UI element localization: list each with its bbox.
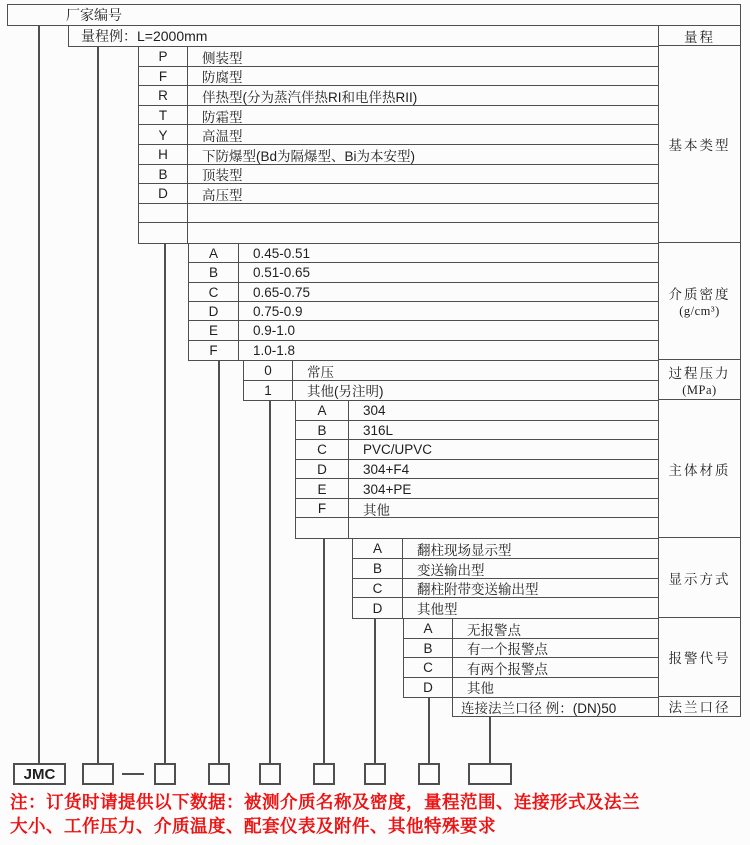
row-code: 0: [264, 363, 272, 379]
range-example-row: [68, 25, 659, 47]
row-code: F: [317, 501, 327, 517]
table-row: [244, 361, 658, 381]
ordering-note-line1: 注：订货时请提供以下数据：被测介质名称及密度，量程范围、连接形式及法兰: [10, 792, 640, 812]
factory-number-label: 厂家编号: [66, 7, 122, 23]
row-code: D: [158, 186, 168, 202]
row-code: D: [423, 679, 433, 695]
row-desc: PVC/UPVC: [363, 442, 433, 458]
row-desc: 高温型: [202, 129, 243, 145]
category-label-pressure: [659, 360, 740, 400]
table-row: [404, 678, 658, 698]
row-code: [139, 204, 187, 224]
table-row: [404, 658, 658, 678]
row-desc: 1.0-1.8: [253, 342, 296, 358]
ordering-note-line2: 大小、工作压力、介质温度、配套仪表及附件、其他特殊要求: [10, 816, 496, 836]
row-desc: 无报警点: [467, 622, 521, 638]
category-label-text: 基本类型: [668, 138, 731, 153]
table-row: [189, 283, 658, 302]
ordering-note: [10, 790, 640, 838]
row-code: D: [317, 461, 327, 477]
code-box-material: [313, 763, 335, 785]
code-box-range: [82, 763, 114, 785]
row-desc: 0.45-0.51: [253, 246, 311, 262]
row-desc: 变送输出型: [417, 562, 485, 578]
section-alarm: [403, 618, 659, 698]
row-code: A: [317, 403, 327, 419]
connector-line: [323, 539, 325, 764]
table-row: [189, 321, 658, 340]
table-row: [296, 401, 658, 421]
row-code: P: [158, 49, 168, 65]
row-code: A: [208, 246, 218, 262]
connector-line: [38, 26, 40, 764]
table-row: [139, 67, 658, 87]
row-code: B: [423, 640, 433, 656]
flange-row-text: 连接法兰口径 例：(DN)50: [461, 701, 617, 716]
table-row: [139, 204, 658, 224]
section-material: [295, 400, 659, 539]
row-code: A: [423, 621, 433, 637]
category-label-alarm: [659, 618, 740, 697]
category-label-text: 主体材质: [668, 462, 731, 478]
row-code: C: [423, 660, 433, 676]
table-row: [353, 559, 658, 579]
row-code: B: [158, 166, 168, 182]
row-desc: 0.65-0.75: [253, 284, 311, 300]
category-label-density: [659, 243, 740, 360]
section-pressure: [243, 360, 659, 401]
table-row: [139, 106, 658, 126]
section-flange: [452, 697, 659, 717]
row-desc: 翻柱现场显示型: [417, 542, 512, 558]
row-desc: 防霜型: [202, 109, 243, 125]
category-label-material: [659, 400, 740, 538]
row-desc: 高压型: [202, 187, 243, 203]
row-desc: 顶装型: [202, 168, 243, 184]
row-desc: 0.9-1.0: [253, 323, 296, 339]
row-code: [139, 223, 187, 243]
section-density: [188, 243, 659, 361]
table-row: [244, 381, 658, 401]
row-desc: 其他型: [417, 602, 458, 618]
table-row: [296, 460, 658, 480]
code-box-pressure: [259, 763, 281, 785]
row-code: Y: [158, 127, 168, 143]
row-desc: 304+F4: [363, 461, 410, 477]
table-row: [404, 619, 658, 639]
category-label-basic: [659, 46, 740, 243]
row-code: F: [209, 342, 218, 358]
category-label-text: 过程压力: [668, 365, 731, 381]
section-basic: [138, 46, 659, 244]
category-label-text: 法兰口径: [668, 700, 731, 715]
section-display: [352, 538, 659, 619]
code-box-flange: [468, 763, 512, 785]
code-box-basic: [154, 763, 176, 785]
row-code: E: [317, 481, 327, 497]
row-desc: 有一个报警点: [467, 642, 548, 658]
table-row: [353, 579, 658, 599]
row-desc: 下防爆型(Bd为隔爆型、Bi为本安型): [202, 148, 416, 164]
table-row: [189, 341, 658, 360]
connector-line: [374, 619, 376, 764]
row-desc: 304+PE: [363, 481, 412, 497]
code-box-density: [208, 763, 230, 785]
row-code: C: [317, 442, 327, 458]
row-code: 1: [264, 382, 272, 398]
row-code: H: [158, 147, 168, 163]
connector-line: [428, 697, 430, 764]
category-label-unit: (g/cm³): [679, 304, 720, 318]
row-code: T: [158, 108, 168, 124]
category-label-column: [658, 25, 741, 717]
category-label-unit: (MPa): [682, 382, 717, 397]
table-row: [189, 302, 658, 321]
range-example-label: 量程例：L=2000mm: [81, 28, 208, 44]
row-code: D: [372, 600, 383, 616]
row-code: C: [208, 284, 219, 300]
category-label-range: [659, 26, 740, 46]
row-desc: 其他: [467, 681, 494, 697]
row-desc: 0.51-0.65: [253, 265, 311, 281]
row-desc: 0.75-0.9: [253, 304, 303, 320]
connector-line: [164, 244, 166, 764]
table-row: [296, 499, 658, 519]
table-row: [189, 244, 658, 263]
table-row: [296, 479, 658, 499]
row-code: A: [372, 541, 382, 557]
row-desc: 304: [363, 403, 386, 419]
table-row: [353, 598, 658, 618]
table-row: [139, 184, 658, 204]
row-desc: 其他(另注明): [307, 384, 384, 400]
row-desc: 侧装型: [202, 50, 243, 66]
table-row: [353, 539, 658, 559]
category-label-flange: [659, 697, 740, 715]
table-row: [189, 263, 658, 282]
code-box-alarm: [418, 763, 440, 785]
table-row: [139, 86, 658, 106]
row-desc: 316L: [363, 422, 394, 438]
connector-line: [97, 47, 99, 764]
row-code: [296, 518, 348, 538]
code-box-display: [364, 763, 386, 785]
table-row: [296, 421, 658, 441]
table-row: [404, 639, 658, 659]
row-desc: 翻柱附带变送输出型: [417, 582, 539, 598]
table-row: [139, 165, 658, 185]
row-code: F: [158, 68, 168, 84]
category-label-display: [659, 538, 740, 618]
row-code: R: [158, 88, 168, 104]
row-code: B: [372, 561, 382, 577]
category-label-text: 报警代号: [668, 651, 731, 666]
factory-number-row: [7, 4, 741, 26]
connector-line: [489, 716, 491, 764]
table-row: [139, 125, 658, 145]
table-row: [139, 145, 658, 165]
category-label-text: 显示方式: [668, 571, 731, 587]
row-desc: 防腐型: [202, 70, 243, 86]
table-row: [296, 440, 658, 460]
table-row: [139, 47, 658, 67]
model-prefix-box: JMC: [13, 763, 66, 785]
row-code: E: [208, 323, 218, 339]
row-desc: 有两个报警点: [467, 661, 548, 677]
table-row: [296, 518, 658, 538]
category-label-text: 介质密度: [668, 287, 731, 302]
row-code: C: [372, 580, 383, 596]
row-code: B: [317, 422, 327, 438]
code-separator-dash: [122, 773, 144, 775]
connector-line: [269, 401, 271, 764]
row-desc: 常压: [307, 364, 334, 380]
category-label-text: 量程: [684, 29, 715, 45]
table-row: [139, 223, 658, 243]
connector-line: [218, 361, 220, 764]
row-code: B: [208, 265, 218, 281]
row-code: D: [208, 304, 219, 320]
row-desc: 其他: [363, 502, 390, 518]
row-desc: 伴热型(分为蒸汽伴热RI和电伴热RII): [202, 89, 418, 105]
